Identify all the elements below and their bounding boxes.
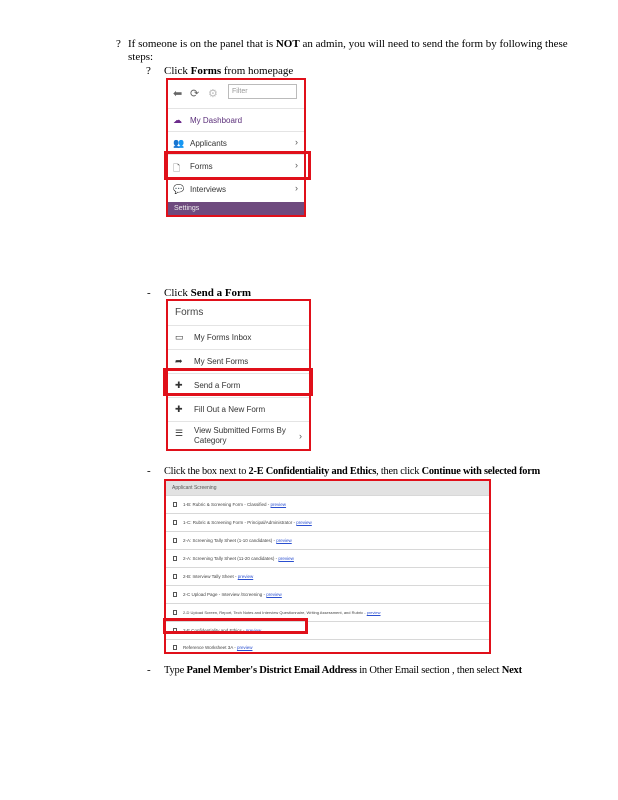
intro-bullet: ?: [116, 38, 121, 50]
checkbox[interactable]: [173, 538, 177, 543]
form-row-label: 2-B: Interview Tally Sheet -: [183, 574, 238, 579]
plus-icon: ✚: [175, 404, 183, 414]
share-icon: ➦: [175, 356, 183, 366]
step4-bold-email: Panel Member's District Email Address: [186, 665, 357, 676]
step4-bold-next: Next: [501, 665, 522, 676]
form-row-label: 2-C Upload Page - Interview /Screening -: [183, 592, 267, 597]
step1-text: [164, 65, 293, 78]
intro-line-2: steps:: [128, 51, 154, 63]
confidentiality-highlight-box: [163, 618, 308, 634]
preview-link[interactable]: preview: [270, 502, 287, 507]
intro-line-1: [128, 38, 568, 51]
forms-highlight-box: [164, 151, 311, 180]
menu-item-label: Fill Out a New Form: [194, 405, 266, 414]
nav-item-label: Forms: [190, 162, 213, 171]
form-row-label: 1-C: Rubric & Screening Form - Principal/Administrator -: [183, 520, 297, 525]
menu-item-label: Send a Form: [194, 381, 241, 390]
step4-mid: in Other Email section , then select: [356, 665, 502, 676]
intro-text-end: an admin, you will need to send the form by following these: [299, 38, 568, 50]
back-arrow-icon[interactable]: ⬅: [173, 88, 183, 100]
form-row-label: 2-D Upload Screen, Report, Tech Notes and Interview Questionnaire, Writing Assessment, and Rubric -: [183, 610, 367, 615]
form-row[interactable]: [166, 513, 489, 531]
step3-pre: Click the box next to: [164, 466, 249, 477]
preview-link[interactable]: preview: [236, 645, 253, 650]
refresh-icon[interactable]: ⟳: [190, 88, 200, 100]
preview-link[interactable]: preview: [296, 520, 312, 525]
step1-bullet: ?: [146, 65, 151, 77]
checkbox[interactable]: [173, 520, 177, 525]
form-row[interactable]: [166, 495, 489, 513]
settings-gear-icon[interactable]: ⚙: [208, 88, 218, 100]
nav-item-dashboard[interactable]: [168, 108, 304, 131]
form-row[interactable]: [166, 639, 489, 654]
checkbox[interactable]: [173, 592, 177, 597]
preview-link[interactable]: preview: [237, 574, 254, 579]
form-row-label: Reference Worksheet 3A -: [183, 645, 237, 650]
intro-bold: NOT: [275, 38, 300, 50]
users-icon: 👥: [173, 138, 185, 148]
menu-item-label-line2: Category: [194, 436, 227, 445]
checkbox[interactable]: [173, 610, 177, 615]
intro-text: If someone is on the panel that is: [128, 38, 276, 50]
checkbox[interactable]: [173, 645, 177, 650]
form-row-label: 2-A: Screening Tally Sheet (11-20 candidates) -: [183, 556, 279, 561]
preview-link[interactable]: preview: [366, 610, 381, 615]
menu-item-label: View Submitted Forms By: [194, 426, 286, 435]
step2-pre: Click: [164, 287, 191, 299]
chevron-right-icon: ›: [295, 160, 298, 170]
step3-text: [164, 465, 540, 478]
list-icon: ☰: [175, 428, 184, 438]
filter-input[interactable]: Filter: [228, 84, 297, 99]
chat-icon: 💬: [173, 184, 185, 194]
preview-link[interactable]: preview: [266, 592, 282, 597]
step3-bold-continue: Continue with selected form: [421, 466, 541, 477]
document-icon: 🗋: [173, 163, 181, 173]
inbox-icon: ▭: [175, 332, 184, 342]
menu-item-label: My Forms Inbox: [194, 333, 252, 342]
plus-icon: ✚: [175, 380, 183, 390]
checkbox[interactable]: [173, 502, 177, 507]
form-row-label: 2-A: Screening Tally Sheet (1-10 candidates) -: [183, 538, 277, 543]
step4-bullet: -: [147, 664, 151, 676]
settings-bar[interactable]: Settings: [168, 202, 304, 215]
step3-mid: , then click: [376, 466, 422, 477]
nav-toolbar: [168, 80, 304, 108]
cloud-icon: ☁: [173, 115, 182, 125]
nav-item-label: Applicants: [190, 139, 227, 148]
step3-bold-form: 2-E Confidentiality and Ethics: [248, 466, 377, 477]
form-row-label: 1-B: Rubric & Screening Form - Classified -: [183, 502, 271, 507]
form-row[interactable]: [166, 567, 489, 585]
nav-item-interviews[interactable]: [168, 177, 304, 200]
step4-pre: Type: [164, 665, 187, 676]
form-row[interactable]: [166, 549, 489, 567]
menu-item-view-submitted[interactable]: [168, 421, 309, 449]
step1-bold: Forms: [190, 65, 222, 77]
preview-link[interactable]: preview: [278, 556, 294, 561]
step4-text: [164, 664, 522, 677]
step2-bullet: -: [147, 287, 151, 299]
homepage-nav-screenshot: [166, 78, 306, 217]
nav-item-label: Interviews: [190, 185, 227, 194]
menu-item-label: My Sent Forms: [194, 357, 249, 366]
checkbox[interactable]: [173, 556, 177, 561]
menu-item-fill-out-form[interactable]: [168, 397, 309, 421]
preview-link[interactable]: preview: [245, 628, 262, 633]
chevron-right-icon: ›: [295, 183, 298, 193]
step1-pre: Click: [164, 65, 191, 77]
form-row[interactable]: [166, 531, 489, 549]
step3-bullet: -: [147, 465, 151, 477]
forms-menu-title: Forms: [175, 307, 204, 318]
step1-post: from homepage: [221, 65, 294, 77]
step2-bold: Send a Form: [190, 287, 252, 299]
screening-header: Applicant Screening: [166, 481, 489, 495]
send-form-highlight-box: [163, 368, 313, 396]
menu-item-forms-inbox[interactable]: [168, 325, 309, 349]
preview-link[interactable]: preview: [276, 538, 292, 543]
form-row[interactable]: [166, 585, 489, 603]
checkbox[interactable]: [173, 574, 177, 579]
form-row-label: 2-E Confidentiality and Ethics -: [183, 628, 246, 633]
chevron-right-icon: ›: [295, 137, 298, 147]
nav-item-label: My Dashboard: [190, 116, 243, 125]
chevron-right-icon: ›: [299, 431, 302, 441]
